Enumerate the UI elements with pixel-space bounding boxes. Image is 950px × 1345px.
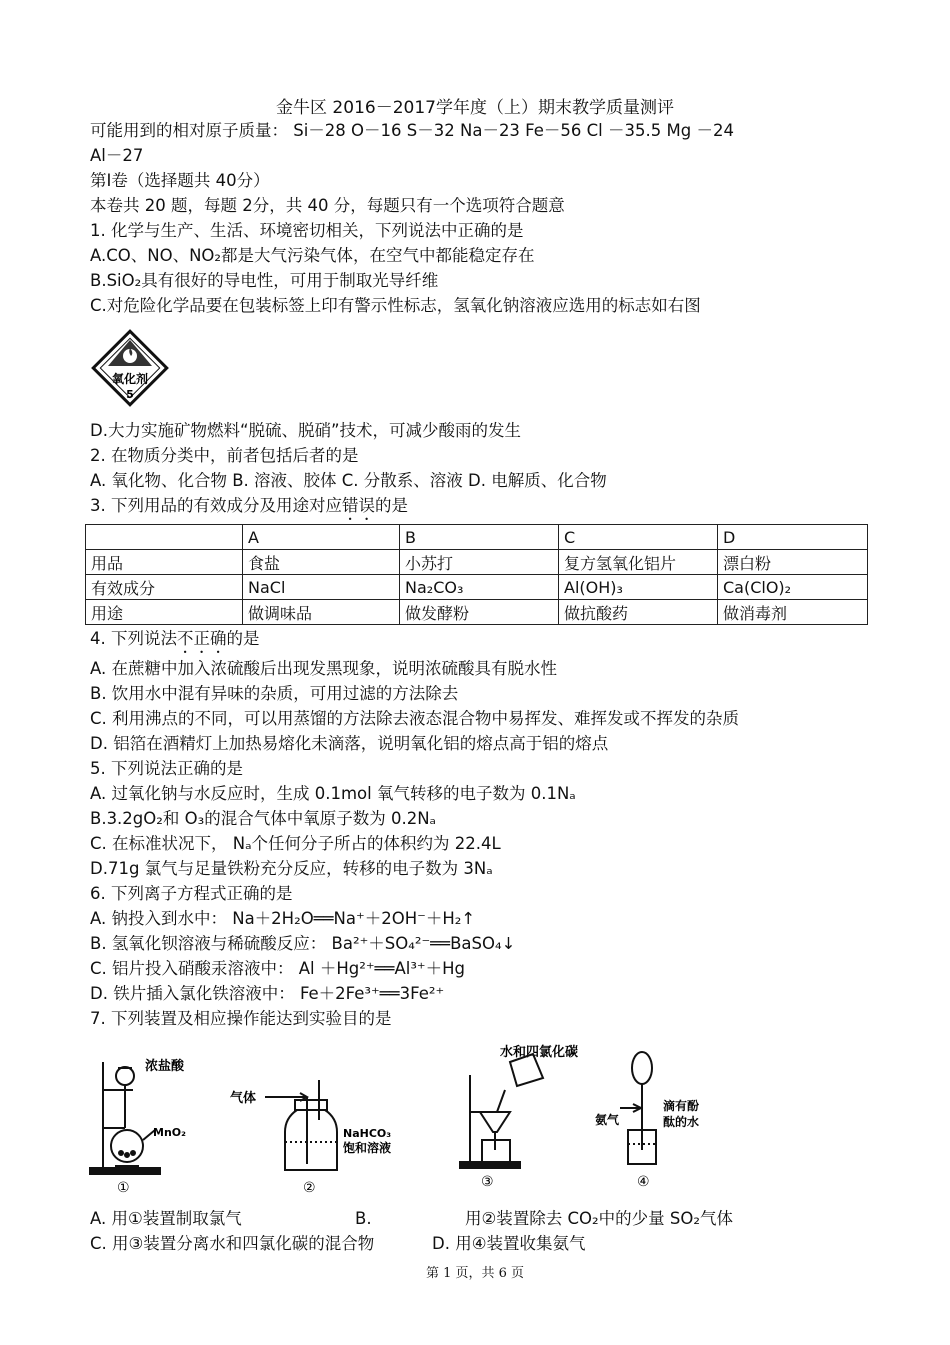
apparatus-3 [460, 1054, 543, 1168]
table-cell: 做消毒剂 [718, 600, 868, 625]
q2-options: A. 氧化物、化合物 B. 溶液、胶体 C. 分散系、溶液 D. 电解质、化合物 [90, 471, 607, 490]
q7-option-c: C. 用③装置分离水和四氯化碳的混合物 [90, 1234, 375, 1253]
q1-option-c: C.对危险化学品要在包装标签上印有警示性标志，氢氧化钠溶液应选用的标志如右图 [90, 296, 701, 315]
q4-stem [90, 628, 260, 657]
table-cell: 漂白粉 [718, 550, 868, 575]
page-title: 金牛区 2016－2017学年度（上）期末教学质量测评 [276, 98, 674, 118]
label-water-ccl4: 水和四氯化碳 [500, 1045, 579, 1060]
table-cell: Na₂CO₃ [400, 575, 559, 600]
q7-stem: 7. 下列装置及相应操作能达到实验目的是 [90, 1009, 392, 1028]
label-hcl: 浓盐酸 [145, 1059, 185, 1074]
label-n1: ① [117, 1180, 130, 1196]
table-row [86, 575, 868, 600]
section-intro: 本卷共 20 题，每题 2分，共 40 分，每题只有一个选项符合题意 [90, 196, 565, 215]
table-cell: 用途 [86, 600, 243, 625]
table-cell: 用品 [86, 550, 243, 575]
apparatus-2 [265, 1080, 337, 1170]
q5-stem: 5. 下列说法正确的是 [90, 759, 243, 778]
table-row [86, 550, 868, 575]
label-saturated: 饱和溶液 [343, 1141, 392, 1155]
q6-option-a: A. 钠投入到水中： Na＋2H₂O══Na⁺＋2OH⁻＋H₂↑ [90, 909, 476, 928]
apparatus-4 [620, 1052, 656, 1164]
section-heading: 第Ⅰ卷（选择题共 40分） [90, 171, 270, 190]
label-phenolphthalein-2: 酞的水 [663, 1115, 700, 1129]
q4-option-c: C. 利用沸点的不同，可以用蒸馏的方法除去液态混合物中易挥发、难挥发或不挥发的杂质 [90, 709, 740, 728]
q7-option-b: 用②装置除去 CO₂中的少量 SO₂气体 [465, 1209, 733, 1228]
table-cell: 复方氢氧化铝片 [559, 550, 718, 575]
q7-option-d: D. 用④装置收集氨气 [432, 1234, 586, 1253]
q4-stem-emphasis: 不正确 [177, 629, 227, 648]
label-n2: ② [303, 1180, 316, 1196]
q4-stem-pre: 4. 下列说法 [90, 629, 177, 648]
q6-stem: 6. 下列离子方程式正确的是 [90, 884, 293, 903]
q1-option-a: A.CO、NO、NO₂都是大气污染气体，在空气中都能稳定存在 [90, 246, 535, 265]
table-cell: 做发酵粉 [400, 600, 559, 625]
q1-option-b: B.SiO₂具有很好的导电性，可用于制取光导纤维 [90, 271, 439, 290]
label-n4: ④ [637, 1174, 650, 1190]
table-header-row [86, 525, 868, 550]
oxidizer-hazard-sign-icon [90, 328, 170, 408]
table-cell [86, 525, 243, 550]
label-gas: 气体 [230, 1091, 257, 1106]
q3-table [85, 524, 868, 625]
table-row [86, 600, 868, 625]
q5-option-d: D.71g 氯气与足量铁粉充分反应，转移的电子数为 3Nₐ [90, 859, 493, 878]
table-cell: Ca(ClO)₂ [718, 575, 868, 600]
q6-option-d: D. 铁片插入氯化铁溶液中： Fe＋2Fe³⁺══3Fe²⁺ [90, 984, 445, 1003]
table-cell: 做抗酸药 [559, 600, 718, 625]
q3-stem [90, 495, 408, 524]
q4-stem-post: 的是 [226, 629, 260, 648]
atomic-masses-line2: Al－27 [90, 146, 144, 165]
label-phenolphthalein-1: 滴有酚 [663, 1099, 700, 1113]
q3-stem-post: 的是 [375, 496, 408, 515]
q4-option-b: B. 饮用水中混有异味的杂质，可用过滤的方法除去 [90, 684, 459, 703]
q6-option-c: C. 铝片投入硝酸汞溶液中： Al ＋Hg²⁺══Al³⁺＋Hg [90, 959, 466, 978]
q6-option-b: B. 氢氧化钡溶液与稀硫酸反应： Ba²⁺＋SO₄²⁻══BaSO₄↓ [90, 934, 516, 953]
label-nahco3: NaHCO₃ [343, 1127, 392, 1140]
atomic-masses-line1: 可能用到的相对原子质量： Si－28 O－16 S－32 Na－23 Fe－56 Cl －35.5 Mg －24 [90, 121, 734, 140]
apparatus-1 [90, 1062, 160, 1174]
table-cell: B [400, 525, 559, 550]
label-mno2: MnO₂ [153, 1126, 186, 1139]
apparatus-figure [85, 1040, 805, 1200]
q1-option-d: D.大力实施矿物燃料“脱硫、脱硝”技术，可减少酸雨的发生 [90, 421, 522, 440]
q7-option-b-letter: B. [355, 1209, 372, 1228]
table-cell: 做调味品 [243, 600, 400, 625]
table-cell: Al(OH)₃ [559, 575, 718, 600]
q4-option-d: D. 铝箔在酒精灯上加热易熔化未滴落，说明氧化铝的熔点高于铝的熔点 [90, 734, 609, 753]
q3-stem-pre: 3. 下列用品的有效成分及用途对应 [90, 496, 342, 515]
hazard-sign-number: 5 [126, 388, 134, 401]
table-cell: 小苏打 [400, 550, 559, 575]
q7-option-a: A. 用①装置制取氯气 [90, 1209, 242, 1228]
table-cell: A [243, 525, 400, 550]
q5-option-c: C. 在标准状况下， Nₐ个任何分子所占的体积约为 22.4L [90, 834, 501, 853]
q5-option-b: B.3.2gO₂和 O₃的混合气体中氧原子数为 0.2Nₐ [90, 809, 437, 828]
table-cell: D [718, 525, 868, 550]
label-n3: ③ [481, 1174, 494, 1190]
table-cell: NaCl [243, 575, 400, 600]
hazard-sign-text: 氧化剂 [111, 372, 149, 386]
page-footer: 第 1 页，共 6 页 [425, 1266, 525, 1281]
table-cell: C [559, 525, 718, 550]
q2-stem: 2. 在物质分类中，前者包括后者的是 [90, 446, 359, 465]
q3-stem-emphasis: 错误 [342, 496, 375, 515]
q1-stem: 1. 化学与生产、生活、环境密切相关，下列说法中正确的是 [90, 221, 524, 240]
table-cell: 有效成分 [86, 575, 243, 600]
q5-option-a: A. 过氧化钠与水反应时，生成 0.1mol 氧气转移的电子数为 0.1Nₐ [90, 784, 576, 803]
label-nh3: 氨气 [595, 1113, 620, 1127]
q4-option-a: A. 在蔗糖中加入浓硫酸后出现发黑现象，说明浓硫酸具有脱水性 [90, 659, 557, 678]
table-cell: 食盐 [243, 550, 400, 575]
